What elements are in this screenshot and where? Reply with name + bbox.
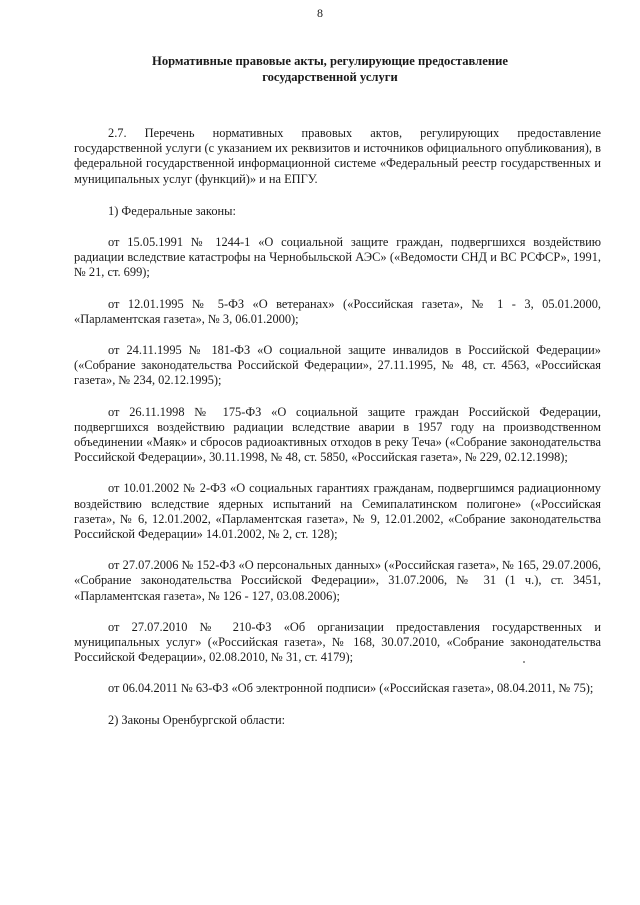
paragraph-act-181-fz: от 24.11.1995 № 181-ФЗ «О социальной защите инвалидов в Российской Федерации» («Собрание законодательства Российской Федерации», 27.11.1995, № 48, ст. 4563, «Российская газета», № 234, 02.12.1995);	[74, 343, 601, 388]
paragraph-act-2-fz: от 10.01.2002 № 2-ФЗ «О социальных гарантиях гражданам, подвергшимся радиационному воздействию вследствие ядерных испытаний на Семипалатинском полигоне» («Российская газета», № 6, 12.01.2002, «Парламентская газета», № 9, 12.01.2002, «Собрание законодательства Российской Федерации» 14.01.2002, № 2, ст. 128);	[74, 481, 601, 542]
page-number: 8	[317, 6, 323, 20]
heading-line-1: Нормативные правовые акты, регулирующие предоставление	[152, 54, 508, 68]
paragraph-orenburg-laws-heading: 2) Законы Оренбургской области:	[108, 712, 286, 727]
scan-speck	[523, 661, 525, 663]
paragraph-act-152-fz: от 27.07.2006 № 152-ФЗ «О персональных данных» («Российская газета», № 165, 29.07.2006, «Собрание законодательства Российской Федерации», 31.07.2006, № 31 (1 ч.), ст. 3451, «Парламентская газета», № 126 - 127, 03.08.2006);	[74, 558, 601, 603]
paragraph-act-1244-1: от 15.05.1991 № 1244-1 «О социальной защите граждан, подвергшихся воздействию радиации вследствие катастрофы на Чернобыльской АЭС» («Ведомости СНД и ВС РСФСР», 1991, № 21, ст. 699);	[74, 235, 601, 280]
section-heading	[60, 53, 600, 85]
paragraph-act-210-fz: от 27.07.2010 № 210-ФЗ «Об организации предоставления государственных и муниципальных услуг» («Российская газета», № 168, 30.07.2010, «Собрание законодательства Российской Федерации», 02.08.2010, № 31, ст. 4179);	[74, 619, 601, 665]
heading-line-2: государственной услуги	[262, 70, 398, 84]
paragraph-act-63-fz: от 06.04.2011 № 63-ФЗ «Об электронной подписи» («Российская газета», 08.04.2011, № 75);	[108, 681, 594, 696]
paragraph-intro: 2.7. Перечень нормативных правовых актов, регулирующих предоставление государственной услуги (с указанием их реквизитов и источников официального опубликования), в федеральной государственной информационной системе «Федеральный реестр государственных и муниципальных услуг (функций)» и на ЕПГУ.	[74, 126, 601, 186]
paragraph-act-5-fz: от 12.01.1995 № 5-ФЗ «О ветеранах» («Российская газета», № 1 - 3, 05.01.2000, «Парламентская газета», № 3, 06.01.2000);	[74, 296, 601, 326]
paragraph-act-175-fz: от 26.11.1998 № 175-ФЗ «О социальной защите граждан Российской Федерации, подвергшихся воздействию радиации вследствие аварии в 1957 году на производственном объединении «Маяк» и сбросов радиоактивных отходов в реку Теча» («Собрание законодательства Российской Федерации», 30.11.1998, № 48, ст. 5850, «Российская газета», № 229, 02.12.1998);	[74, 404, 601, 465]
paragraph-federal-laws-heading: 1) Федеральные законы:	[108, 203, 236, 218]
document-body	[74, 126, 601, 744]
